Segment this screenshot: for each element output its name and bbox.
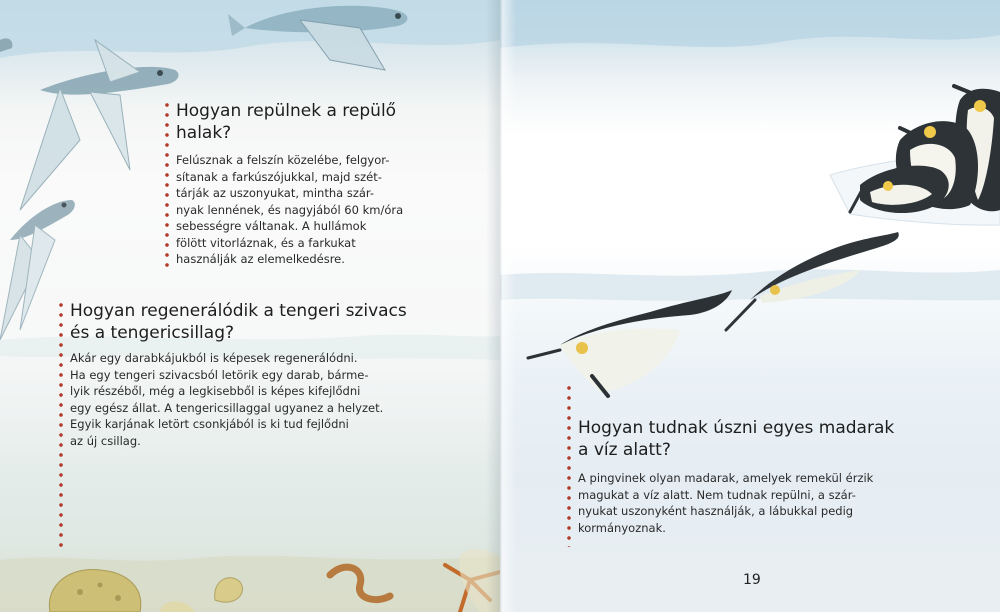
dotted-rule <box>566 383 572 547</box>
dotted-rule <box>164 100 170 272</box>
question-answer: Akár egy darabkájukból is képesek regenerálódni. Ha egy tengeri szivacsból letörik egy darab, bárme- lyik részéből, még a legkisebből is képes kifejlődni egy egész állat. A tengericsillaggal ugyanez a helyzet. Egyik karjának letört csonkjából is ki tud fejlődni az új csillag. <box>70 351 384 448</box>
right-page <box>500 0 1000 612</box>
dotted-rule <box>58 300 64 550</box>
sky-wash <box>0 0 500 58</box>
sky-wash <box>500 0 1000 48</box>
question-title: Hogyan tudnak úszni egyes madarak a víz alatt? <box>578 418 895 460</box>
question-block-sponge <box>58 300 438 550</box>
water-surface <box>500 269 1000 300</box>
flying-fish-left <box>20 40 179 210</box>
question-answer: A pingvinek olyan madarak, amelyek remekül érzik magukat a víz alatt. Nem tudnak repülni, a szár- nyukat uszonyként használják, a lábukkal pedig kormányoznak. <box>578 471 874 535</box>
penguin-swimming-2 <box>528 290 732 396</box>
question-block-penguins <box>566 383 896 547</box>
page-number: 19 <box>743 572 761 588</box>
question-answer: Felúsznak a felszín közelébe, felgyor- sítanak a farkúszójukkal, majd szét- tárják az uszonyukat, mintha szár- nyak lennének, és nagyjából 60 km/óra sebességre váltanak. A hullámok fölött vitorláznak, és a farkukat használják az elemelkedésre. <box>176 153 404 266</box>
book-gutter <box>486 0 516 612</box>
question-block-flying-fish <box>164 100 434 272</box>
question-title: Hogyan repülnek a repülő halak? <box>176 101 397 143</box>
question-title: Hogyan regenerálódik a tengeri szivacs és a tengericsillag? <box>70 301 407 343</box>
